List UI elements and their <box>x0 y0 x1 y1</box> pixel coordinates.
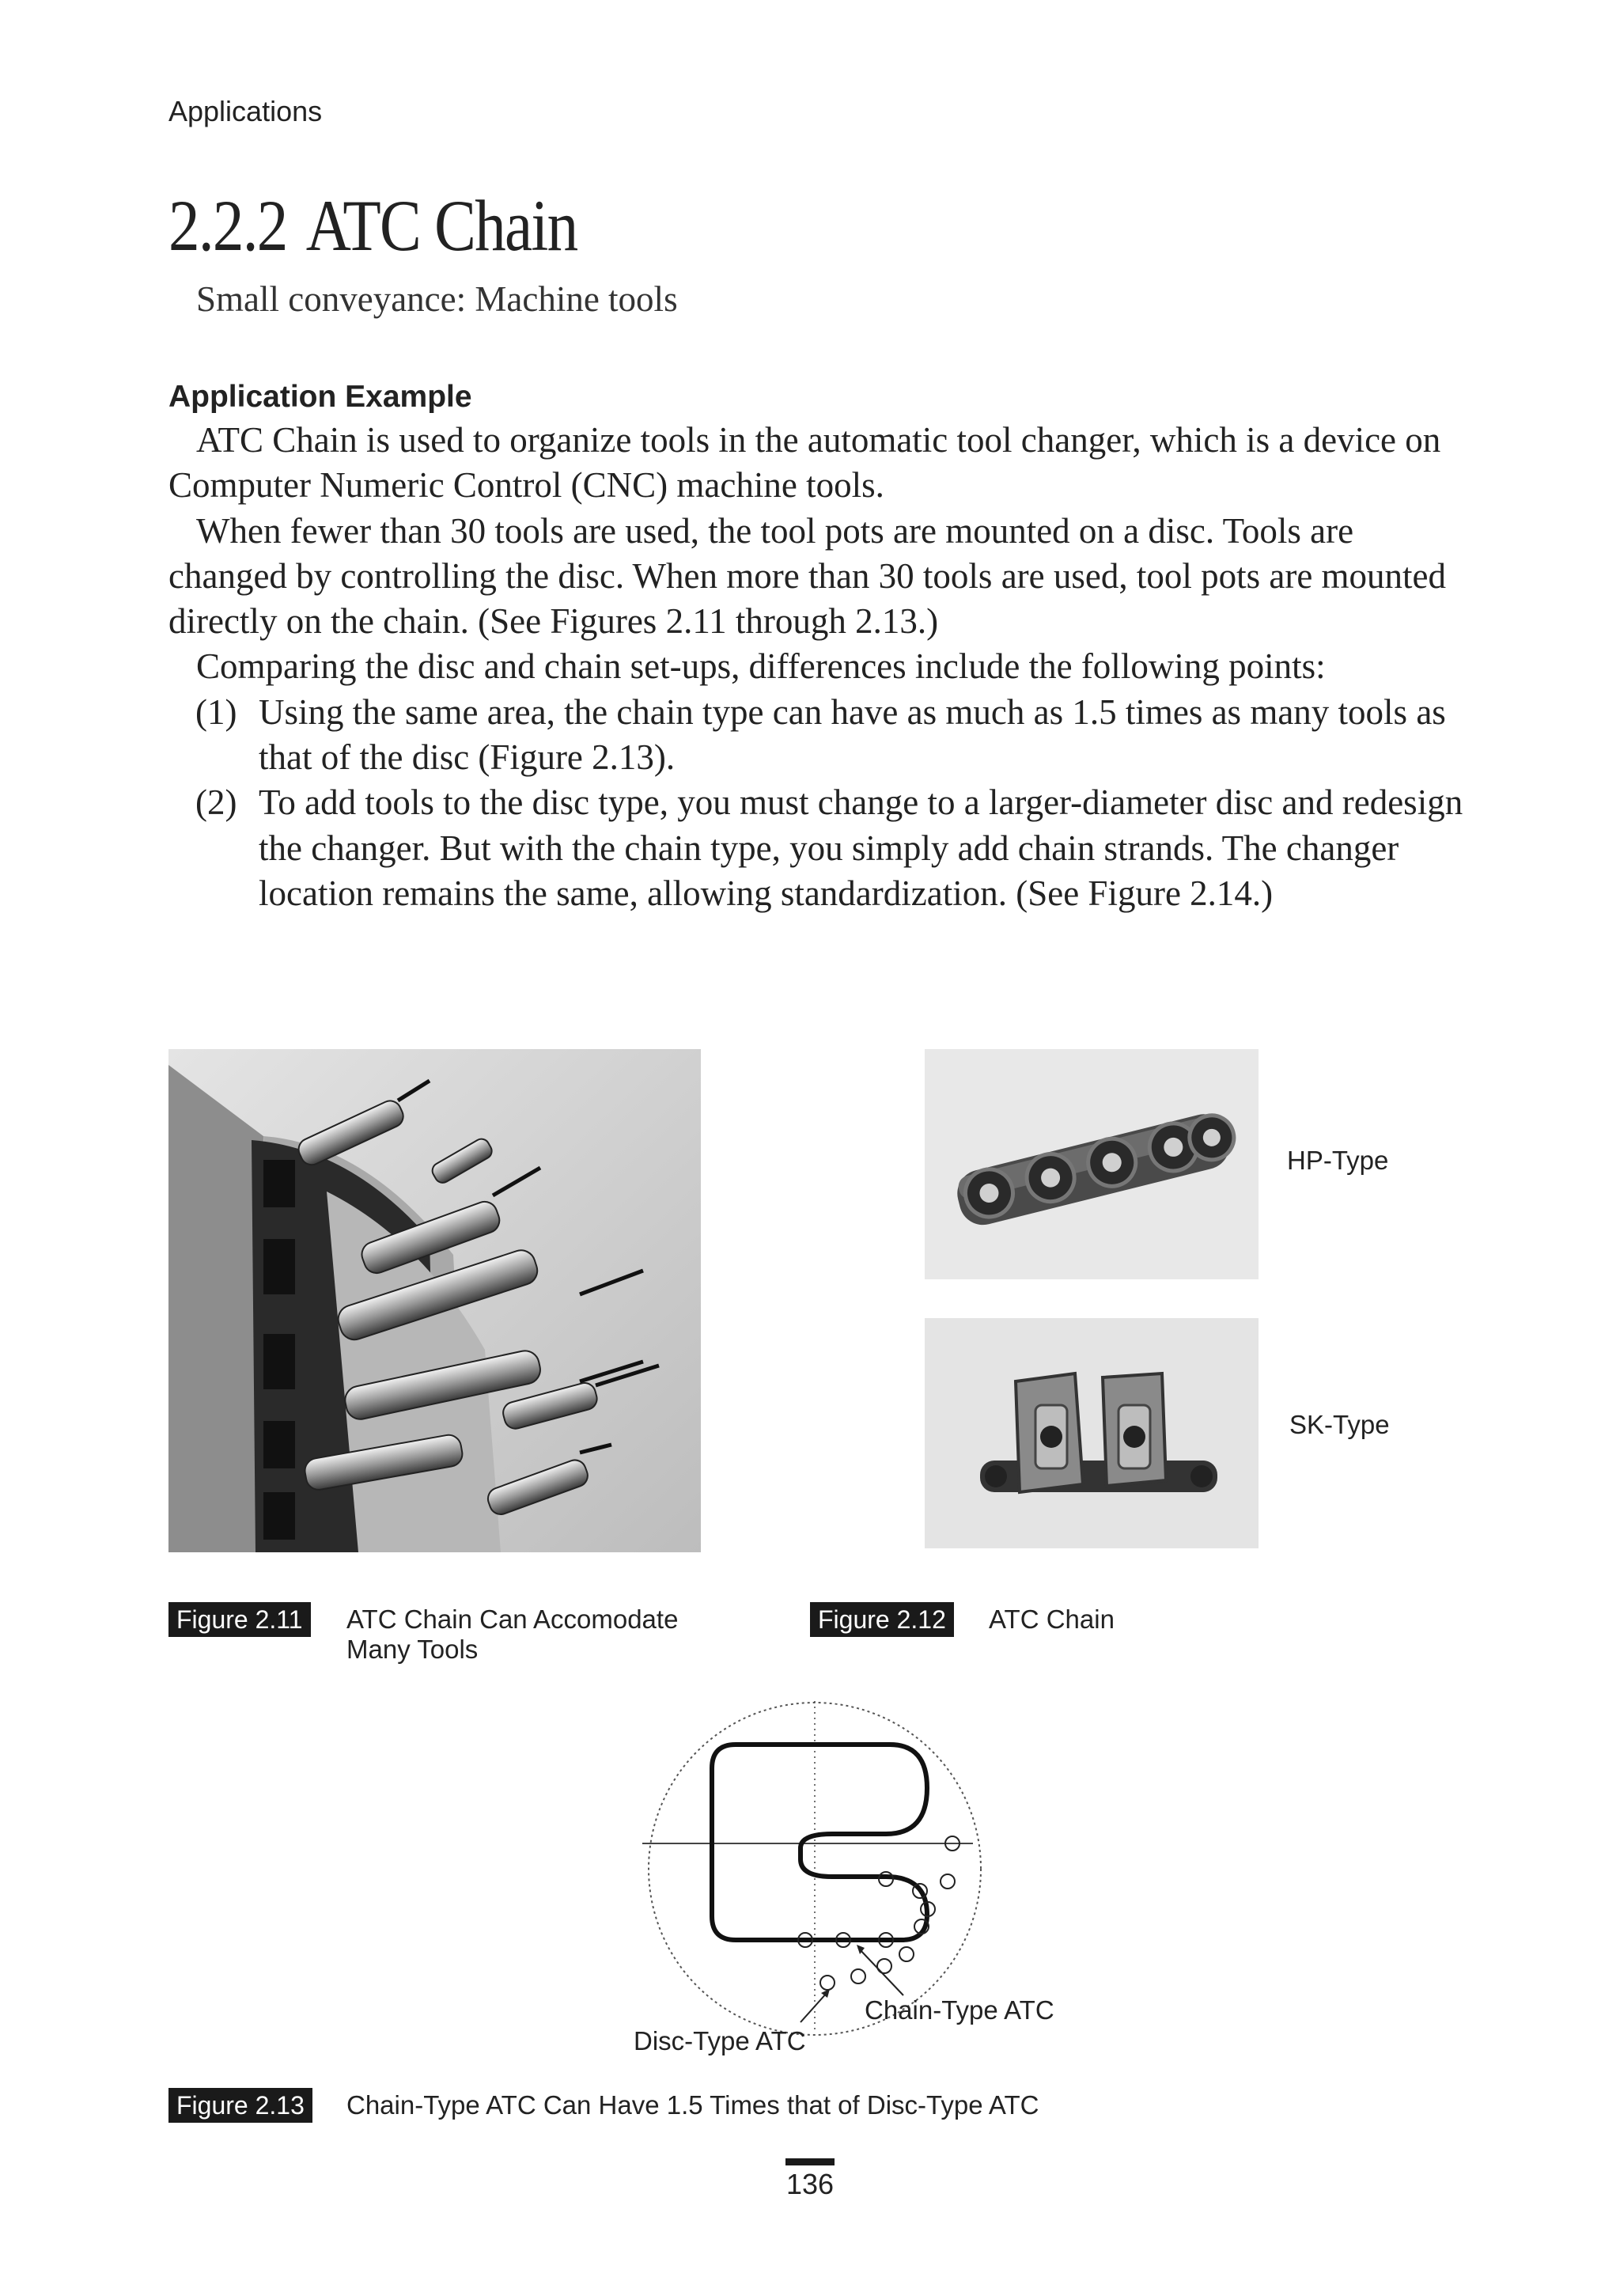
paragraph: Comparing the disc and chain set-ups, differences include the following points: <box>196 646 1326 687</box>
figure-tag: Figure 2.12 <box>810 1602 954 1637</box>
caption-line: ATC Chain Can Accomodate <box>346 1605 679 1634</box>
section-title <box>168 184 577 267</box>
subheading: Application Example <box>168 380 472 414</box>
figure-caption: Chain-Type ATC Can Have 1.5 Times that of Disc-Type ATC <box>346 2090 1039 2120</box>
page-number: 136 <box>785 2168 835 2200</box>
hp-type-chain-photo <box>925 1049 1259 1279</box>
running-head: Applications <box>168 95 323 127</box>
disc-type-atc-label: Disc-Type ATC <box>634 2026 806 2055</box>
section-title-text: ATC Chain <box>305 185 577 266</box>
figure-caption: ATC Chain <box>989 1605 1115 1634</box>
body-text <box>168 418 1466 916</box>
atc-machine-photo <box>168 1049 701 1552</box>
section-subtitle: Small conveyance: Machine tools <box>196 279 678 319</box>
section-number: 2.2.2 <box>168 185 287 266</box>
figure-tag: Figure 2.11 <box>168 1602 311 1637</box>
paragraph: When fewer than 30 tools are used, the tool pots are mounted on a disc. Tools are changed by controlling the disc. When more than 30 tools are used, tool pots are mounted directly on the chain. (See Figures 2.11 through 2.13.) <box>168 510 1447 642</box>
list-item <box>168 780 1466 916</box>
hp-type-label: HP-Type <box>1287 1146 1389 1175</box>
figure-tag: Figure 2.13 <box>168 2088 312 2123</box>
page-number-bar <box>785 2158 835 2165</box>
paragraph: ATC Chain is used to organize tools in the automatic tool changer, which is a device on Computer Numeric Control (CNC) machine tools. <box>168 420 1441 506</box>
caption-line: Many Tools <box>346 1635 479 1664</box>
sk-type-label: SK-Type <box>1289 1410 1390 1439</box>
chain-type-atc-label: Chain-Type ATC <box>865 1995 1054 2025</box>
list-item <box>168 690 1466 781</box>
sk-type-chain-photo <box>925 1318 1259 1548</box>
list-marker: (1) <box>195 691 237 732</box>
list-text: To add tools to the disc type, you must change to a larger-diameter disc and redesign the changer. But with the chain type, you simply add chain strands. The changer location remains the same, allowing standardization. (See Figure 2.14.) <box>259 782 1463 913</box>
figure-caption <box>346 1605 678 1665</box>
list-marker: (2) <box>195 782 237 823</box>
list-text: Using the same area, the chain type can have as much as 1.5 times as many tools as that of the disc (Figure 2.13). <box>259 691 1446 778</box>
